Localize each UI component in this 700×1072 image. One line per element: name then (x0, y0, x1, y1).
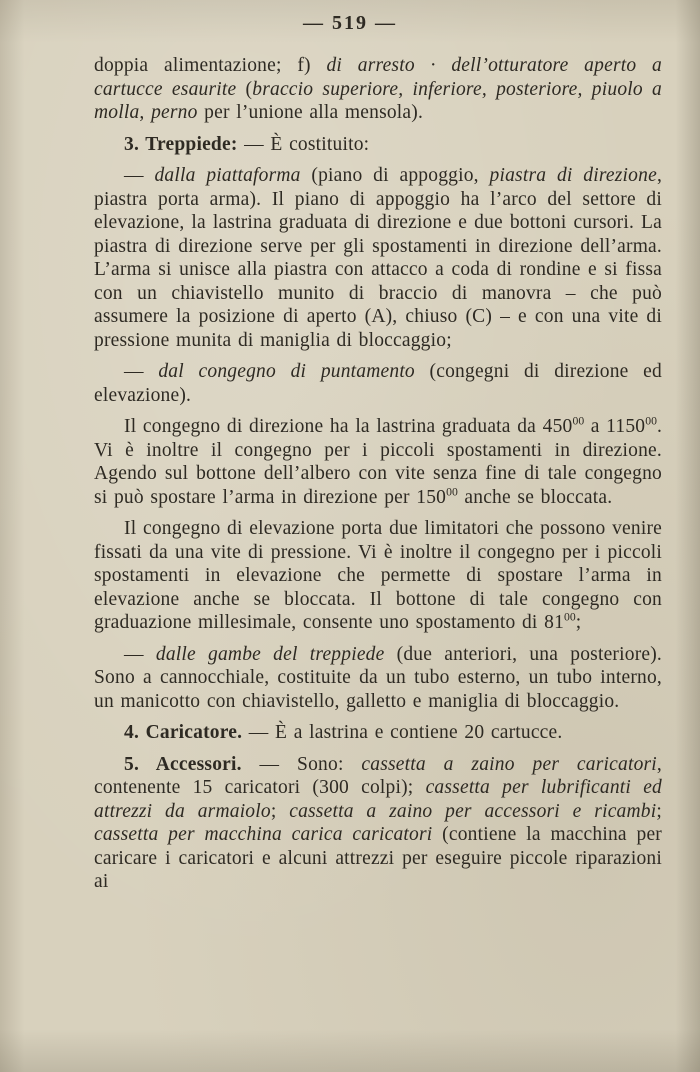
paragraph (94, 133, 662, 157)
text-run: — (124, 165, 155, 186)
paragraph (94, 415, 662, 509)
text-run: 00 (446, 485, 458, 498)
text-run: doppia alimentazione; f) (94, 55, 327, 76)
text-run: anche se bloccata. (457, 486, 613, 508)
paragraph (94, 360, 662, 407)
paragraph (94, 721, 662, 745)
text-run: ( (236, 78, 253, 100)
text-run: 00 (572, 414, 585, 428)
text-run: cassetta a zaino per accessori e ricambi (289, 800, 657, 822)
page-number: — 519 — (303, 12, 397, 34)
text-run: Il congegno di elevazione porta due limitatori che possono venire fissati da una vite di pressione. Vi è inoltre il congegno per i piccoli spostamenti in elevazione che permette di spostare l’arma in elevazione anche se bloccata. Il bottone di tale congegno con graduazione millesimale, consente uno spostamento di 81 (94, 518, 662, 633)
text-run: (congegni di direzione ed elevazione). (94, 361, 662, 406)
text-run: ; (575, 612, 582, 633)
text-run: a 1150 (584, 416, 646, 437)
text-run: 3. Treppiede: (124, 133, 238, 155)
text-run: braccio superiore, inferiore, posteriore, piuolo a molla, perno (94, 78, 662, 123)
paragraph (94, 54, 662, 125)
text-run: — È a lastrina e contiene 20 cartucce. (242, 722, 563, 743)
text-run: — È costituito: (237, 133, 370, 155)
text-run: per l’unione alla mensola). (197, 102, 424, 123)
text-run: cassetta per macchina carica caricatori (94, 824, 433, 845)
text-run: (contiene la macchina per caricare i caricatori e alcuni attrezzi per eseguire piccole riparazioni ai (94, 824, 662, 892)
text-run: — (124, 643, 156, 665)
text-run: 00 (564, 610, 576, 624)
text-run: ; (270, 800, 290, 822)
text-run: . Vi è inoltre il congegno per i piccoli spostamenti in direzione. Agendo sul bottone dell’albero con vite senza fine di tale congegno si può spostare l’arma in direzione per 150 (94, 416, 663, 508)
text-run: cassetta a zaino per caricatori (361, 753, 657, 775)
text-run: ; (656, 800, 662, 822)
text-run: di arresto · dell’otturatore aperto a cartucce esaurite (94, 55, 662, 100)
text-run: dal congegno di puntamento (158, 361, 415, 382)
text-run: dalle gambe del treppiede (155, 643, 385, 665)
text-run: 4. Caricatore. (124, 722, 243, 743)
paragraph (94, 753, 662, 894)
text-run: Il congegno di direzione ha la lastrina graduata da 450 (124, 416, 573, 437)
paragraph (94, 643, 662, 714)
text-run: 00 (645, 414, 657, 428)
text-run: (piano di appoggio, (300, 165, 490, 186)
text-run: piastra di direzione (489, 165, 657, 186)
text-run: — (124, 361, 159, 382)
page-content (94, 54, 662, 902)
text-run: , piastra porta arma). Il piano di appoggio ha l’arco del settore di elevazione, la lastrina graduata di direzione e due bottoni cursori. La piastra di direzione serve per gli spostamenti in direzione dell’arma. L’arma si unisce alla piastra con attacco a coda di rondine e si fissa con un chiavistello munito di braccio di manovra – che può assumere la posizione di aperto (A), chiuso (C) – e con una vite di pressione munita di maniglia di bloccaggio; (94, 165, 663, 351)
text-run: cassetta per lubrificanti ed attrezzi da armaiolo (94, 777, 663, 822)
text-run: — Sono: (241, 753, 362, 775)
paragraph (94, 164, 662, 352)
text-run: (due anteriori, una posteriore). Sono a cannocchiale, costituite da un tubo esterno, un tubo interno, un manicotto con chiavistello, galletto e maniglia di bloccaggio. (94, 643, 663, 712)
text-run: dalla piattaforma (154, 165, 301, 186)
text-run: 5. Accessori. (124, 753, 242, 775)
text-run: , contenente 15 caricatori (300 colpi); (94, 753, 662, 798)
paragraph (94, 517, 662, 635)
